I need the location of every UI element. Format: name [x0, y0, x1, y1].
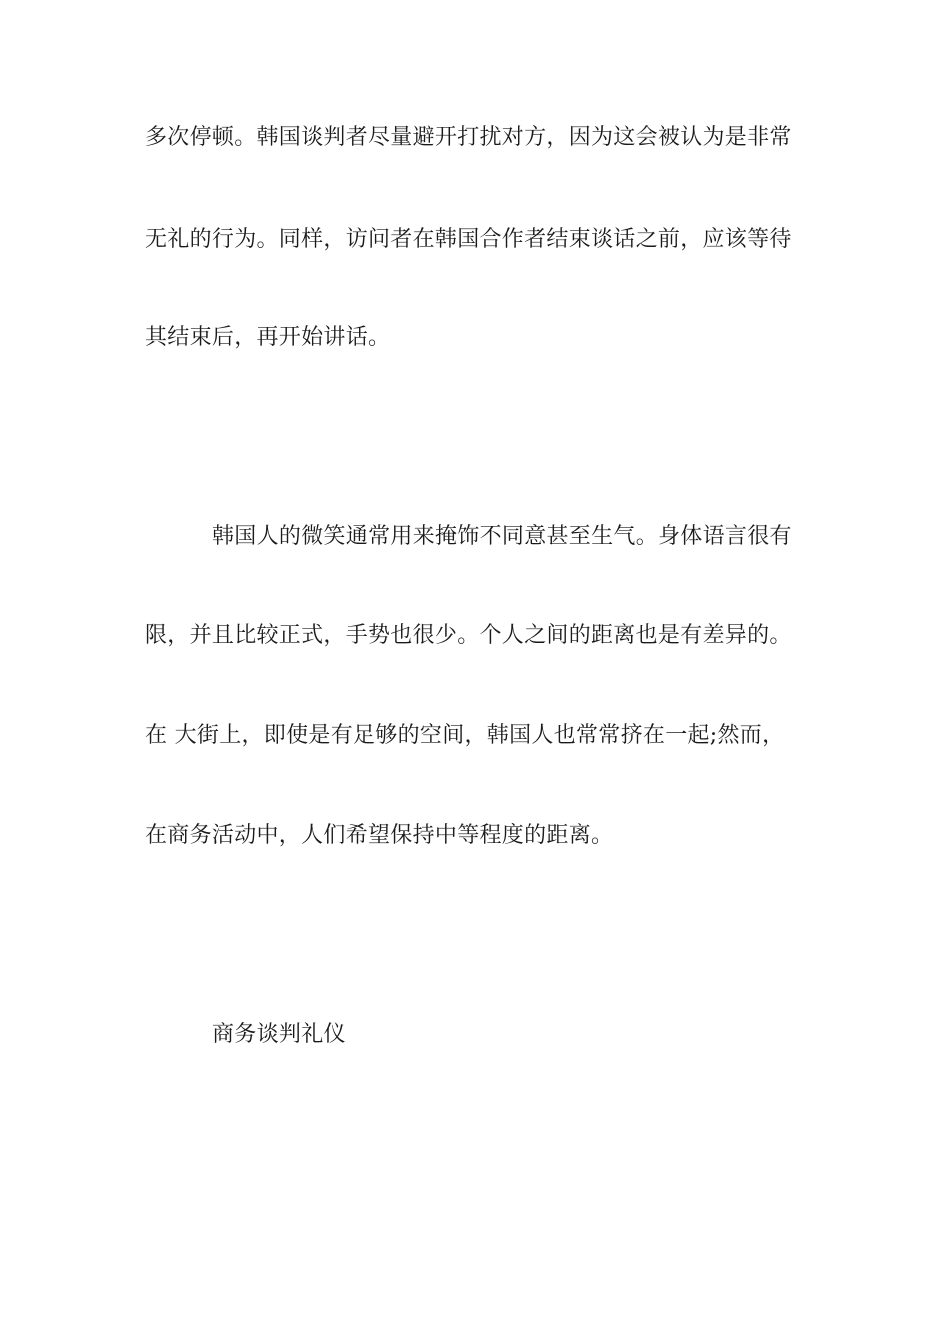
paragraph-2-line-4: 在商务活动中，人们希望保持中等程度的距离。 [145, 823, 614, 848]
paragraph-1-line-1: 多次停顿。韩国谈判者尽量避开打扰对方，因为这会被认为是非常 [145, 125, 792, 150]
paragraph-2-line-2: 限，并且比较正式，手势也很少。个人之间的距离也是有差异的。 [145, 623, 792, 648]
section-heading: 商务谈判礼仪 [212, 1022, 346, 1047]
paragraph-2-line-1: 韩国人的微笑通常用来掩饰不同意甚至生气。身体语言很有 [212, 524, 792, 549]
paragraph-1-line-2: 无礼的行为。同样，访问者在韩国合作者结束谈话之前，应该等待 [145, 227, 792, 252]
paragraph-2-line-3: 在 大街上，即使是有足够的空间，韩国人也常常挤在一起;然而， [145, 723, 785, 748]
paragraph-1-line-3: 其结束后，再开始讲话。 [145, 325, 391, 350]
